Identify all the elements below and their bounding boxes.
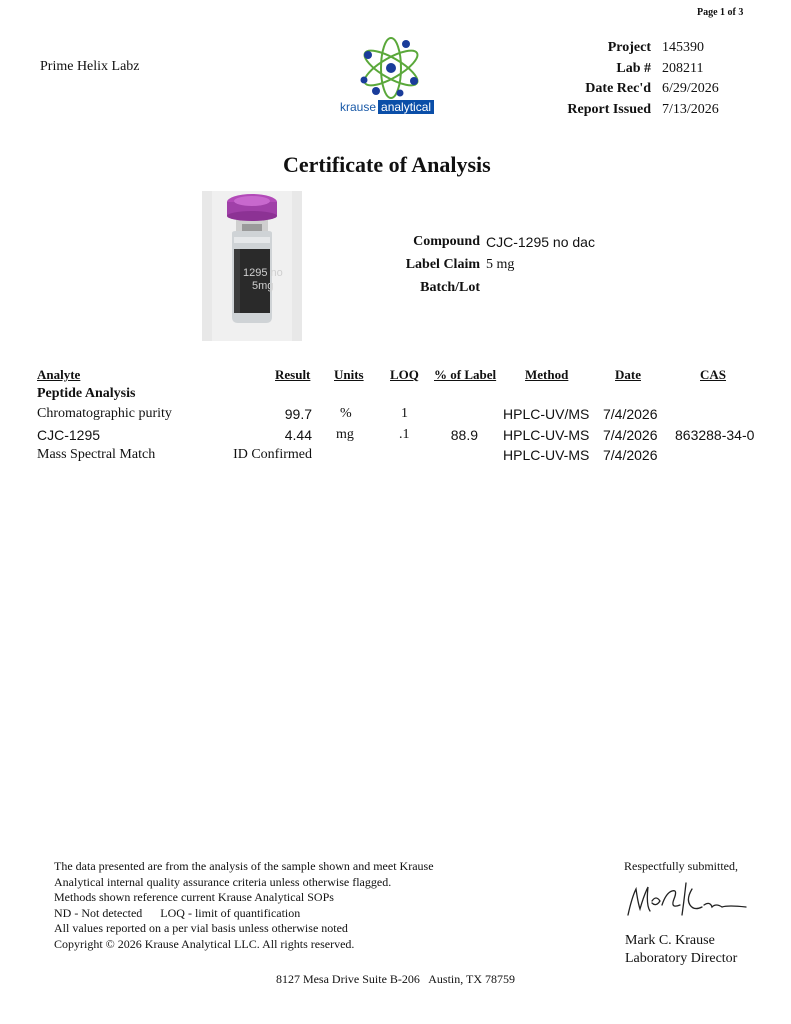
meta-label: Project: [607, 40, 651, 55]
sample-value: CJC-1295 no dac: [486, 234, 595, 250]
cell-loq: 1: [401, 406, 408, 421]
cell-result: 99.7: [284, 406, 312, 422]
sample-label: Label Claim: [405, 257, 480, 272]
col-header-analyte: Analyte: [37, 367, 81, 382]
cell-percent-label: 88.9: [450, 427, 478, 443]
footer-note-line: Copyright © 2026 Krause Analytical LLC. All rights reserved.: [54, 936, 355, 951]
cell-method: HPLC-UV/MS: [503, 406, 590, 422]
col-header-percent-label: % of Label: [434, 367, 497, 382]
cell-date: 7/4/2026: [603, 447, 658, 463]
cell-units: %: [340, 406, 352, 421]
footer-note-line: Methods shown reference current Krause Analytical SOPs: [54, 890, 334, 904]
meta-label: Report Issued: [567, 102, 651, 117]
col-header-result: Result: [275, 367, 311, 382]
sample-label: Compound: [413, 234, 480, 249]
signer-name: Mark C. Krause: [625, 933, 715, 948]
cell-method: HPLC-UV-MS: [503, 447, 590, 463]
cell-date: 7/4/2026: [603, 427, 658, 443]
logo-text-analytical: analytical: [378, 100, 434, 114]
cell-date: 7/4/2026: [603, 406, 658, 422]
vial-label-line1: 1295 no: [243, 267, 283, 279]
client-name: Prime Helix Labz: [40, 59, 140, 74]
col-header-date: Date: [615, 367, 641, 382]
footer-note-line: The data presented are from the analysis of the sample shown and meet Krause: [54, 859, 434, 873]
page-number: Page 1 of 3: [697, 7, 744, 18]
cell-analyte: Chromatographic purity: [37, 406, 172, 421]
cell-units: mg: [336, 427, 354, 442]
cell-result: ID Confirmed: [233, 447, 312, 462]
section-title: Peptide Analysis: [37, 386, 136, 401]
sample-label: Batch/Lot: [420, 280, 480, 295]
footer-note-line: ND - Not detected LOQ - limit of quantification: [54, 905, 301, 920]
respectfully-submitted: Respectfully submitted,: [624, 859, 738, 873]
vial-label-line2: 5mg: [252, 280, 274, 292]
cell-result: 4.44: [284, 427, 312, 443]
signer-block: [625, 932, 737, 968]
meta-value: 6/29/2026: [662, 81, 719, 96]
col-header-loq: LOQ: [390, 367, 419, 382]
logo-text-krause: krause: [340, 100, 377, 114]
meta-value: 145390: [662, 40, 704, 55]
meta-value: 208211: [662, 61, 704, 76]
cell-loq: .1: [399, 427, 410, 442]
signer-title: Laboratory Director: [625, 951, 738, 966]
footer-note-line: Analytical internal quality assurance criteria unless otherwise flagged.: [54, 874, 392, 889]
sample-value: 5 mg: [486, 257, 515, 272]
cell-cas: 863288-34-0: [675, 427, 755, 443]
meta-label: Lab #: [616, 61, 651, 76]
lab-address: 8127 Mesa Drive Suite B-206 Austin, TX 78759: [275, 972, 516, 986]
cell-analyte: CJC-1295: [37, 427, 101, 443]
signature-icon: [622, 875, 750, 925]
title-text: Certificate of Analysis: [283, 152, 491, 177]
col-header-units: Units: [334, 367, 364, 382]
footer-notes: [54, 859, 434, 952]
col-header-method: Method: [525, 367, 569, 382]
meta-value: 7/13/2026: [662, 102, 719, 117]
col-header-cas: CAS: [700, 367, 727, 382]
cell-analyte: Mass Spectral Match: [37, 447, 156, 462]
meta-label: Date Rec'd: [585, 81, 651, 96]
cell-method: HPLC-UV-MS: [503, 427, 590, 443]
footer-note-line: All values reported on a per vial basis unless otherwise noted: [54, 921, 348, 935]
